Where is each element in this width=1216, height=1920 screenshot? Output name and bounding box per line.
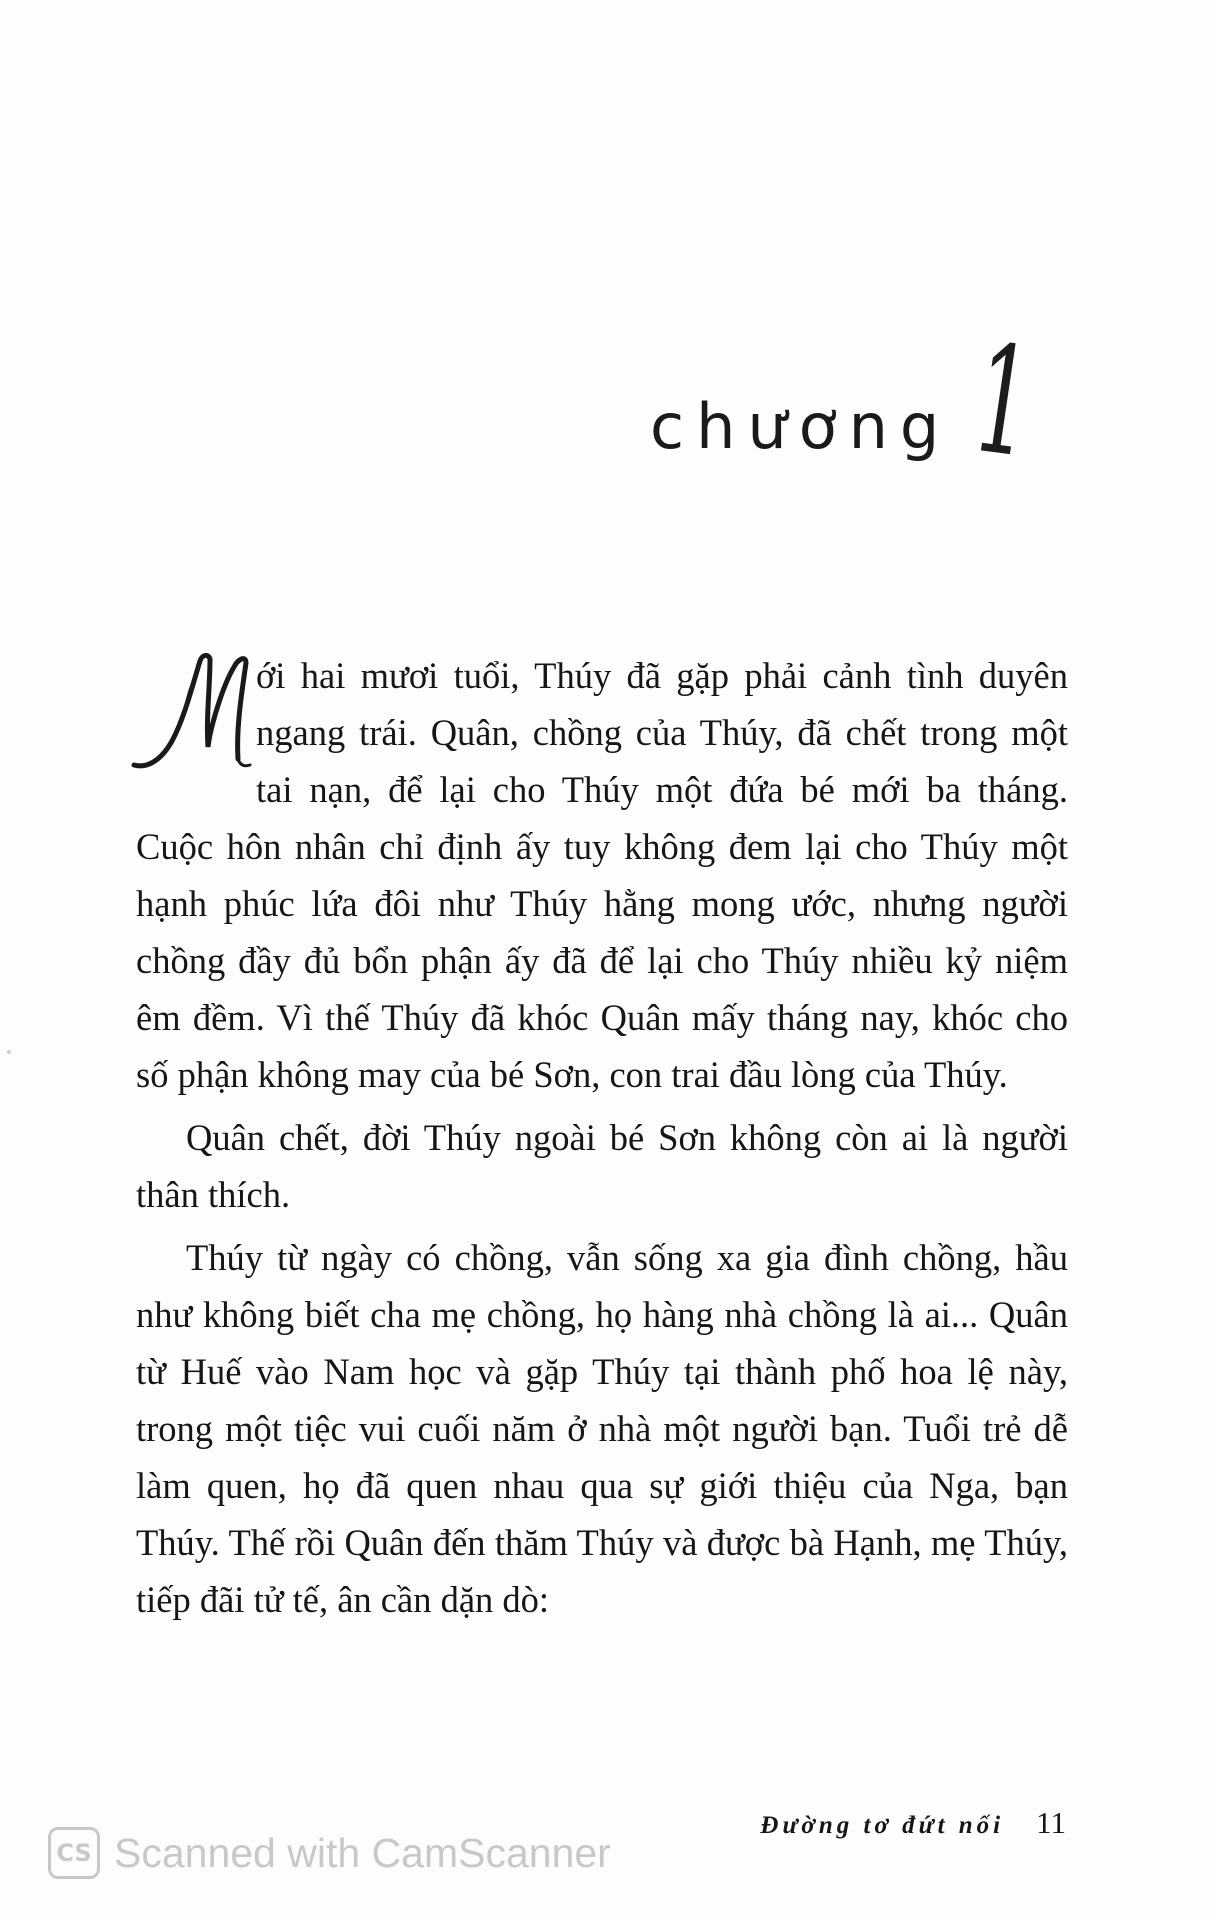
camscanner-watermark bbox=[48, 1825, 611, 1881]
camscanner-logo-icon: CS bbox=[48, 1827, 100, 1879]
paragraph-3: Thúy từ ngày có chồng, vẫn sống xa gia đình chồng, hầu như không biết cha mẹ chồng, họ hàng nhà chồng là ai... Quân từ Huế vào Nam học và gặp Thúy tại thành phố hoa lệ này, trong một tiệc vui cuối năm ở nhà một người bạn. Tuổi trẻ dễ làm quen, họ đã quen nhau qua sự giới thiệu của Nga, bạn Thúy. Thế rồi Quân đến thăm Thúy và được bà Hạnh, mẹ Thúy, tiếp đãi tử tế, ân cần dặn dò: bbox=[136, 1237, 1068, 1620]
chapter-heading bbox=[650, 312, 1050, 493]
body-text bbox=[136, 647, 1068, 1634]
scan-speck: ˚ bbox=[6, 1050, 12, 1064]
chapter-word: chương bbox=[650, 390, 952, 463]
paragraph-2: Quân chết, đời Thúy ngoài bé Sơn không còn ai là người thân thích. bbox=[136, 1117, 1068, 1215]
running-title: Đường tơ đứt nối bbox=[760, 1812, 1005, 1839]
chapter-number: 1 bbox=[973, 312, 1033, 493]
dropcap bbox=[136, 655, 250, 767]
dropcap-m-icon bbox=[126, 647, 256, 777]
page-footer bbox=[760, 1805, 1066, 1841]
watermark-text: Scanned with CamScanner bbox=[114, 1829, 611, 1876]
paragraph-1-text: ới hai mươi tuổi, Thúy đã gặp phải cảnh tình duyên ngang trái. Quân, chồng của Thúy, đã chết trong một tai nạn, để lại cho Thúy một đứa bé mới ba tháng. Cuộc hôn nhân chỉ định ấy tuy không đem lại cho Thúy một hạnh phúc lứa đôi như Thúy hằng mong ước, nhưng người chồng đầy đủ bổn phận ấy đã để lại cho Thúy nhiều kỷ niệm êm đềm. Vì thế Thúy đã khóc Quân mấy tháng nay, khóc cho số phận không may của bé Sơn, con trai đầu lòng của Thúy. bbox=[136, 655, 1068, 1095]
page-number: 11 bbox=[1036, 1805, 1066, 1840]
paragraph-1 bbox=[136, 647, 1068, 1103]
